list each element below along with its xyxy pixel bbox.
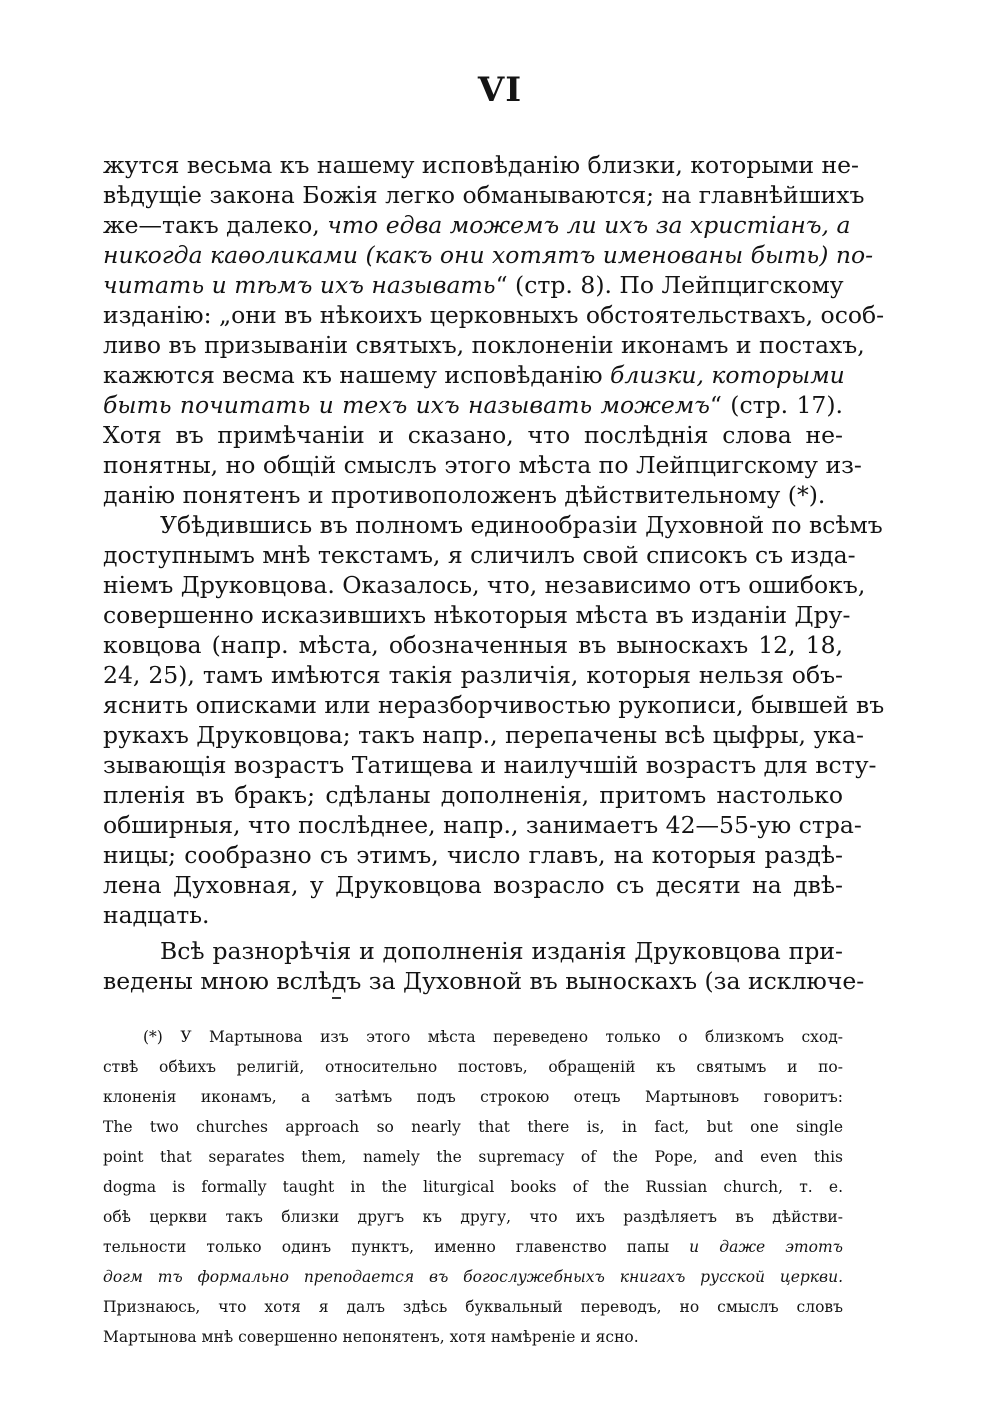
text-line: ницы; сообразно съ этимъ, число главъ, на которыя раздѣ- (103, 841, 843, 869)
text-line: яснить описками или неразборчивостью рукописи, бывшей въ (103, 691, 885, 719)
text-line: понятны, но общій смыслъ этого мѣста по Лейпцигскому из- (103, 451, 862, 479)
text-line: ковцова (напр. мѣста, обозначенныя въ выноскахъ 12, 18, (103, 631, 843, 659)
text-run: “ (стр. 17). (709, 391, 843, 419)
paragraph (103, 936, 865, 996)
footnote-line: ствѣ обѣихъ религій, относительно постовъ, обращеній къ святымъ и по- (103, 1058, 843, 1076)
text-line: 24, 25), тамъ имѣются такія различія, которыя нельзя объ- (103, 661, 843, 689)
footnote-line: Признаюсь, что хотя я далъ здѣсь буквальный переводъ, но смыслъ словъ (103, 1298, 843, 1316)
text-line (103, 390, 843, 420)
text-line: рукахъ Друковцова; такъ напр., перепачены всѣ цыфры, ука- (103, 721, 864, 749)
italic-quote: что едва можемъ ли ихъ за христіанъ, а (327, 211, 851, 239)
text-line: жутся весьма къ нашему исповѣданію близки, которыми не- (103, 151, 859, 179)
text-run: тельности только одинъ пунктъ, именно главенство папы (103, 1238, 690, 1256)
footnote-line (103, 1232, 843, 1262)
text-line: ніемъ Друковцова. Оказалось, что, независимо отъ ошибокъ, (103, 571, 866, 599)
italic-quote: и даже этотъ (689, 1238, 843, 1256)
footnote-line: point that separates them, namely the supremacy of the Pope, and even this (103, 1148, 843, 1166)
text-line: доступнымъ мнѣ текстамъ, я сличилъ свой списокъ съ изда- (103, 541, 856, 569)
footnote-line: dogma is formally taught in the liturgical books of the Russian church, т. е. (103, 1178, 843, 1196)
text-line: лена Духовная, у Друковцова возрасло съ десяти на двѣ- (103, 871, 843, 899)
text-line: надцать. (103, 901, 210, 929)
footnote-line: The two churches approach so nearly that there is, in fact, but one single (103, 1118, 843, 1136)
text-run: кажются весма къ нашему исповѣданію (103, 361, 611, 389)
text-line: изданію: „они въ нѣкоихъ церковныхъ обстоятельствахъ, особ- (103, 301, 885, 329)
text-line: Всѣ разнорѣчія и дополненія изданія Друковцова при- (160, 937, 843, 965)
footnote-line: Мартынова мнѣ совершенно непонятенъ, хотя намѣреніе и ясно. (103, 1328, 639, 1346)
italic-quote: близки, которыми (610, 361, 845, 389)
text-line: совершенно исказившихъ нѣкоторыя мѣста въ изданіи Дру- (103, 601, 851, 629)
paragraph (103, 150, 885, 510)
footnote-line: догм тъ формально преподается въ богослужебныхъ книгахъ русской церкви. (103, 1268, 843, 1286)
text-line: Хотя въ примѣчаніи и сказано, что послѣднія слова не- (103, 421, 843, 449)
italic-quote: читать и тѣмъ ихъ называть (103, 271, 496, 299)
footnote-separator (332, 997, 341, 999)
text-line: ливо въ призываніи святыхъ, поклоненіи иконамъ и постахъ, (103, 331, 865, 359)
text-line: данію понятенъ и противоположенъ дѣйствительному (*). (103, 481, 826, 509)
footnote-line: (*) У Мартынова изъ этого мѣста переведено только о близкомъ сход- (143, 1028, 843, 1046)
text-line: Убѣдившись въ полномъ единообразіи Духовной по всѣмъ (160, 511, 883, 539)
text-run: же—такъ далеко, (103, 211, 328, 239)
italic-quote: никогда каѳоликами (какъ они хотятъ именованы быть) по- (103, 241, 874, 269)
footnote (103, 1022, 843, 1352)
main-text (103, 150, 885, 996)
text-line (103, 210, 851, 240)
text-line: пленія въ бракъ; сдѣланы дополненія, притомъ настолько (103, 781, 843, 809)
paragraph (103, 510, 885, 930)
italic-quote: быть почитать и техъ ихъ называть можемъ (103, 391, 710, 419)
footnote-line: обѣ церкви такъ близки другъ къ другу, что ихъ раздѣляетъ въ дѣйстви- (103, 1208, 843, 1226)
page-number: VI (477, 70, 523, 110)
text-line (103, 360, 843, 390)
text-line: ведены мною вслѣдъ за Духовной въ выноскахъ (за исключе- (103, 967, 865, 995)
text-line: зывающія возрастъ Татищева и наилучшій возрастъ для всту- (103, 751, 877, 779)
text-line: обширныя, что послѣднее, напр., занимаетъ 42—55-ую стра- (103, 811, 862, 839)
text-line (103, 270, 843, 300)
text-line: вѣдущіе закона Божія легко обманываются; на главнѣйшихъ (103, 181, 865, 209)
footnote-line: клоненія иконамъ, а затѣмъ подъ строкою отецъ Мартыновъ говоритъ: (103, 1088, 843, 1106)
text-run: “ (стр. 8). По Лейпцигскому (495, 271, 844, 299)
